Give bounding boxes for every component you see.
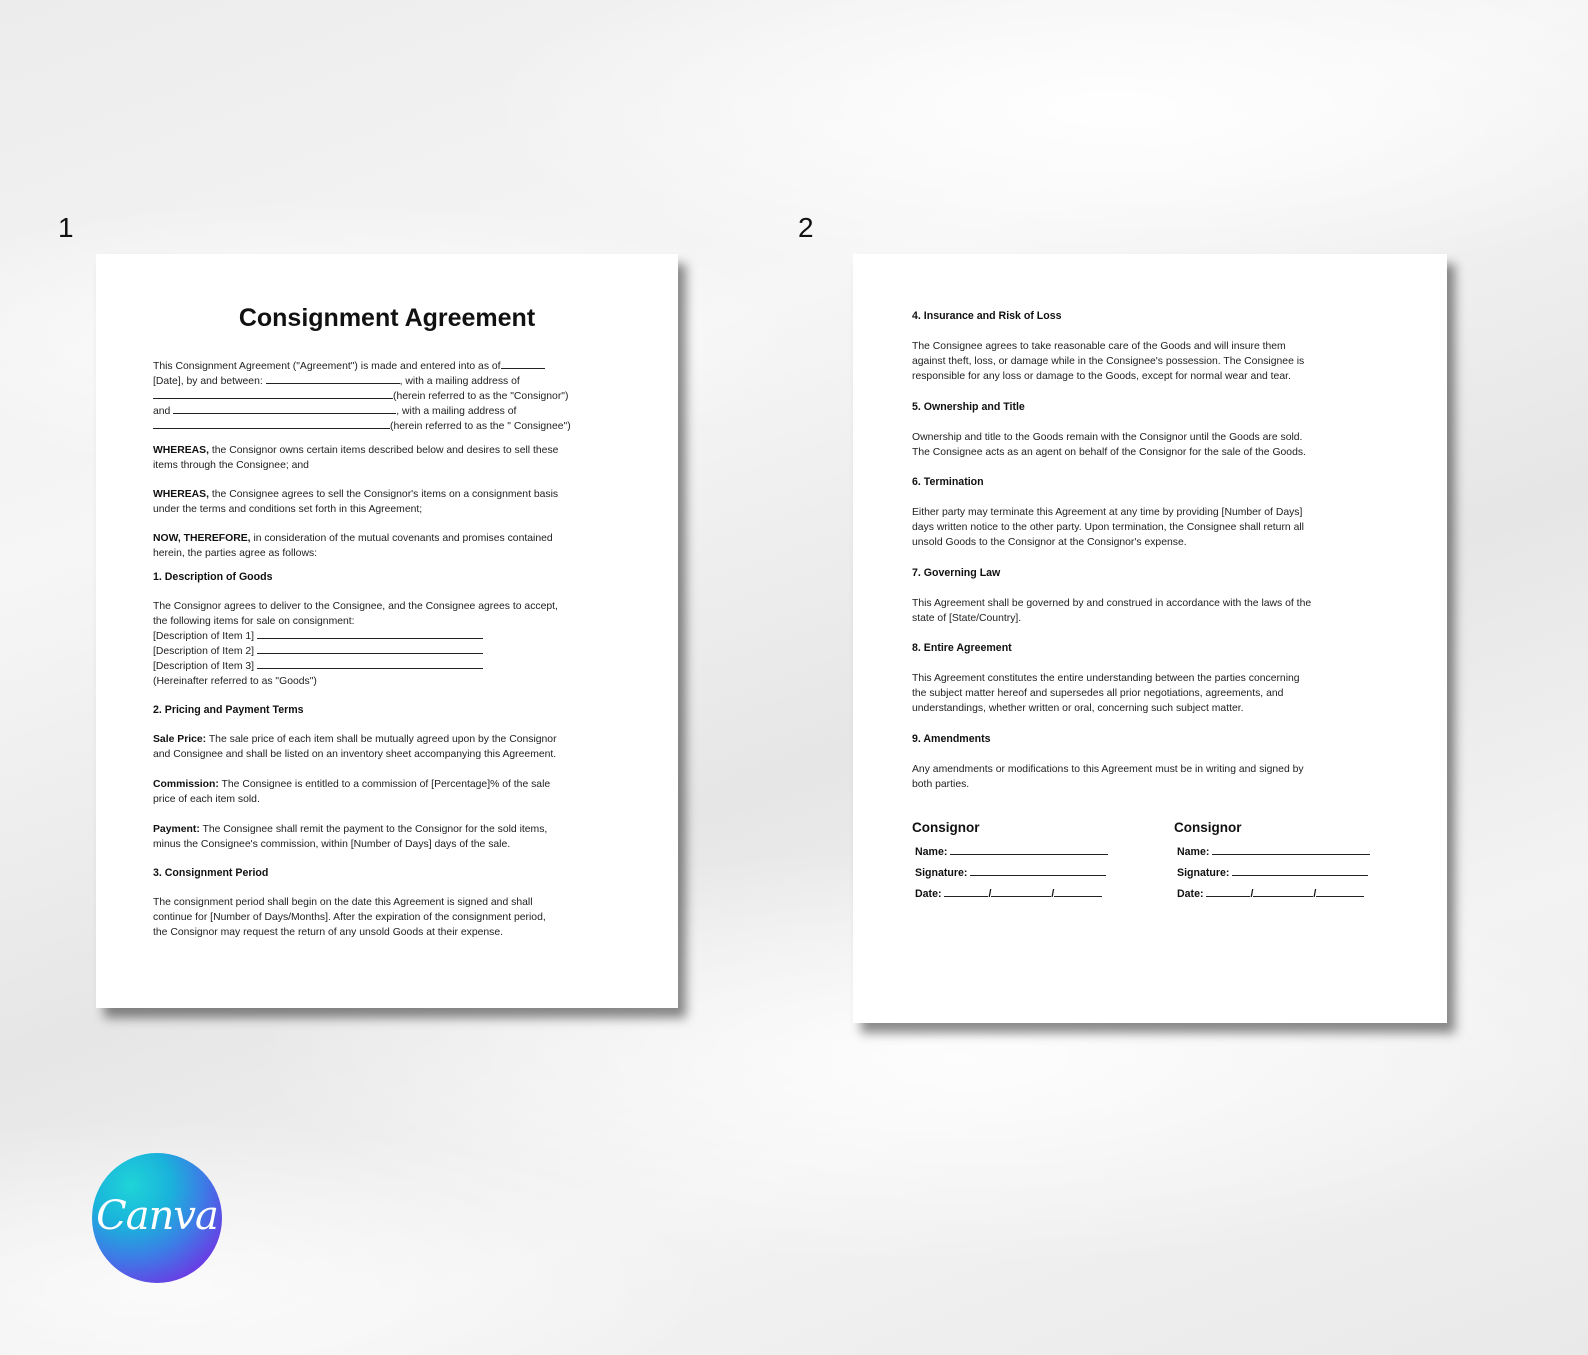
now-therefore: NOW, THEREFORE, in consideration of the mutual covenants and promises contained herein, the parties agree as follows: bbox=[153, 533, 553, 559]
section-3-body: The consignment period shall begin on the date this Agreement is signed and shall continue for [Number of Days/Months]. After the expiration of the consignment period, the Consignor may request the return of any unsold Goods at their expense. bbox=[153, 897, 546, 938]
signature-left-signature: Signature: bbox=[915, 866, 1106, 879]
section-5-body: Ownership and title to the Goods remain with the Consignor until the Goods are sold. The Consignee acts as an agent on behalf of the Consignor for the sale of the Goods. bbox=[912, 432, 1306, 458]
signature-left-name: Name: bbox=[915, 845, 1108, 858]
intro-line-3: (herein referred to as the "Consignor") bbox=[153, 389, 568, 404]
section-6-body: Either party may terminate this Agreement at any time by providing [Number of Days] days written notice to the other party. Upon termination, the Consignee shall return all unsold Goods to the Consignor at the Consignor's expense. bbox=[912, 507, 1304, 548]
document-page-2 bbox=[853, 254, 1447, 1023]
signature-right-signature: Signature: bbox=[1177, 866, 1368, 879]
signature-left-heading: Consignor bbox=[912, 820, 980, 835]
section-7-body: This Agreement shall be governed by and construed in accordance with the laws of the state of [State/Country]. bbox=[912, 598, 1312, 624]
canva-logo-text: Canva bbox=[96, 1193, 218, 1239]
page-label-2: 2 bbox=[798, 212, 814, 243]
section-9-heading: 9. Amendments bbox=[912, 733, 991, 745]
sale-price-clause: Sale Price: The sale price of each item shall be mutually agreed upon by the Consignor and Consignee and shall be listed on an inventory sheet accompanying this Agreement. bbox=[153, 734, 557, 760]
intro-line-4: and , with a mailing address of bbox=[153, 406, 517, 417]
intro-line-1: This Consignment Agreement ("Agreement") is made and entered into as of bbox=[153, 359, 545, 374]
intro-line-2: [Date], by and between: , with a mailing address of bbox=[153, 376, 520, 387]
canva-logo bbox=[92, 1153, 222, 1283]
payment-clause: Payment: The Consignee shall remit the payment to the Consignor for the sold items, minus the Consignee's commission, within [Number of Days] days of the sale. bbox=[153, 824, 548, 850]
section-5-heading: 5. Ownership and Title bbox=[912, 401, 1025, 413]
page-label-1: 1 bbox=[58, 212, 74, 243]
section-4-heading: 4. Insurance and Risk of Loss bbox=[912, 310, 1062, 322]
section-1-heading: 1. Description of Goods bbox=[153, 571, 273, 583]
section-7-heading: 7. Governing Law bbox=[912, 567, 1001, 579]
document-title: Consignment Agreement bbox=[238, 304, 536, 332]
signature-right-heading: Consignor bbox=[1174, 820, 1242, 835]
whereas-2: WHEREAS, the Consignee agrees to sell the Consignor's items on a consignment basis under the terms and conditions set forth in this Agreement; bbox=[153, 489, 559, 515]
commission-clause: Commission: The Consignee is entitled to a commission of [Percentage]% of the sale price of each item sold. bbox=[153, 779, 551, 805]
section-8-body: This Agreement constitutes the entire understanding between the parties concerning the subject matter hereof and supersedes all prior negotiations, agreements, and understandings, whether written or oral, concerning such subject matter. bbox=[912, 673, 1300, 714]
document-page-1 bbox=[96, 254, 678, 1008]
section-3-heading: 3. Consignment Period bbox=[153, 867, 269, 879]
intro-line-5: (herein referred to as the " Consignee") bbox=[153, 419, 571, 434]
section-4-body: The Consignee agrees to take reasonable care of the Goods and will insure them against theft, loss, or damage while in the Consignee's possession. The Consignee is responsible for any loss or damage to the Goods, except for normal wear and tear. bbox=[912, 341, 1305, 382]
section-1-body: The Consignor agrees to deliver to the Consignee, and the Consignee agrees to accept, the following items for sale on consignment: [Description of Item 1] [Description of Item 2] [Description of Item 3] (Hereinafter referred to as "Goods") bbox=[153, 601, 558, 687]
section-8-heading: 8. Entire Agreement bbox=[912, 642, 1012, 654]
section-9-body: Any amendments or modifications to this Agreement must be in writing and signed by both parties. bbox=[912, 764, 1304, 790]
signature-right-date: Date: / / bbox=[1177, 887, 1364, 900]
section-2-heading: 2. Pricing and Payment Terms bbox=[153, 704, 304, 716]
signature-left-date: Date: / / bbox=[915, 887, 1102, 900]
signature-right-name: Name: bbox=[1177, 845, 1370, 858]
section-6-heading: 6. Termination bbox=[912, 476, 984, 488]
whereas-1: WHEREAS, the Consignor owns certain items described below and desires to sell these items through the Consignee; and bbox=[153, 445, 559, 471]
